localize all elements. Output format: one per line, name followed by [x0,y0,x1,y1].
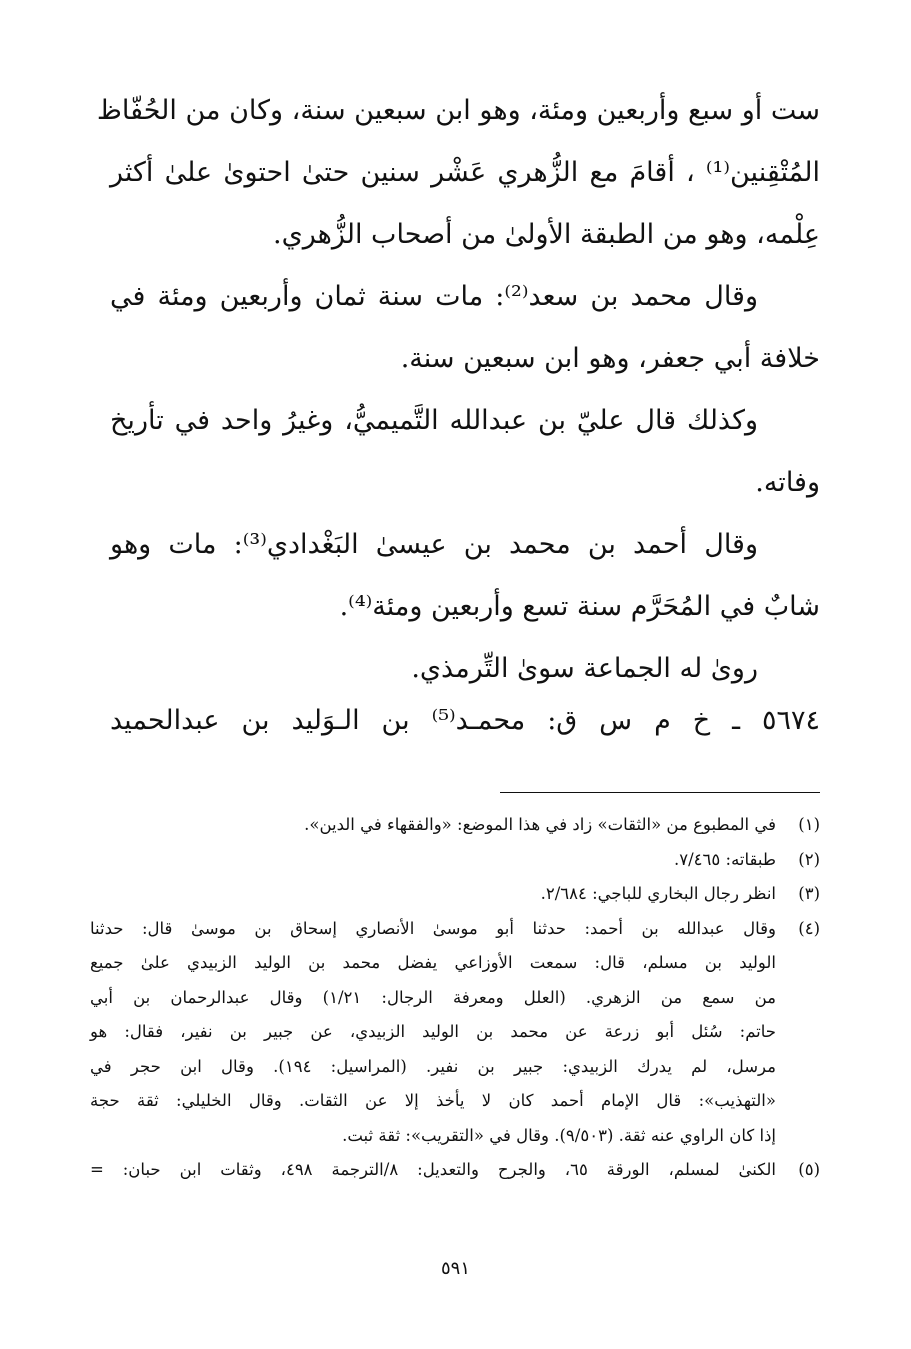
main-text-line: خلافة أبي جعفر، وهو ابن سبعين سنة. [400,343,820,374]
footnote-line: «التهذيب»: قال الإمام أحمد كان لا يأخذ إلا عن الثقات. وقال الخليلي: ثقة حجة [90,1091,776,1110]
main-text-line: عِلْمه، وهو من الطبقة الأولىٰ من أصحاب الزُّهري. [273,219,820,250]
footnote-number: (٢) [798,849,820,869]
footnote-text [90,843,776,878]
footnote-number: (١) [798,815,820,834]
footnote-text [90,877,776,912]
main-text-line: وقال أحمد بن محمد بن عيسىٰ البَغْدادي⁽³⁾: مات وهو [110,529,758,560]
main-text-line: وقال محمد بن سعد⁽²⁾: مات سنة ثمان وأربعين ومئة في [110,281,759,312]
footnote-line: حاتم: سُئل أبو زرعة عن محمد بن الوليد الزبيدي، عن جبير بن نفير، فقال: هو [90,1022,776,1041]
main-text-line: شابٌ في المُحَرَّم سنة تسع وأربعين ومئة⁽⁴⁾. [339,591,820,622]
footnote [90,808,820,843]
footnotes [90,808,820,1188]
footnote-line: إذا كان الراوي عنه ثقة. (٩/٥٠٣). وقال في «التقريب»: ثقة ثبت. [342,1125,776,1145]
footnote [90,1153,820,1188]
footnote-line: انظر رجال البخاري للباجي: ٢/٦٨٤. [540,884,776,903]
footnote [90,877,820,912]
footnote-line: مرسل، لم يدرك الزبيدي: جبير بن نفير. (المراسيل: ١٩٤). وقال ابن حجر في [90,1056,776,1076]
main-text-line: المُتْقِنين⁽¹⁾ ، أقامَ مع الزُّهري عَشْر سنين حتىٰ احتوىٰ علىٰ أكثر [110,157,820,188]
footnote-text [90,912,776,1154]
footnote-line: في المطبوع من «الثقات» زاد في هذا الموضع: «والفقهاء في الدين». [304,815,776,834]
main-text-line: وكذلك قال عليّ بن عبدالله التَّميميُّ، وغيرُ واحد في تأريخ [110,405,758,436]
main-text [96,80,820,700]
footnote-line: الوليد بن مسلم، قال: سمعت الأوزاعي يفضل محمد بن الوليد الزبيدي علىٰ جميع [90,953,776,972]
main-text-line: ست أو سبع وأربعين ومئة، وهو ابن سبعين سنة، وكان من الحُفّاظ [96,95,820,126]
footnote-line: وقال عبدالله بن أحمد: حدثنا أبو موسىٰ الأنصاري إسحاق بن موسىٰ قال: حدثنا [90,918,776,938]
footnote-text [90,808,776,843]
page-number: ٥٩١ [440,1258,470,1279]
footnote-number: (٤) [798,918,820,938]
main-text-line: وفاته. [755,467,820,498]
entry-heading: ٥٦٧٤ ـ خ م س ق: محمـد⁽⁵⁾ بن الـوَليد بن عبدالحميد [110,705,820,736]
footnote-line: طبقاته: ٧/٤٦٥. [674,849,776,869]
footnote-number: (٥) [798,1160,820,1179]
footnote [90,912,820,1154]
footnote-number: (٣) [798,884,820,903]
footnote-line: من سمع من الزهري. (العلل ومعرفة الرجال: ١/٢١) وقال عبدالرحمان بن أبي [90,987,776,1007]
footnote-line: الكنىٰ لمسلم، الورقة ٦٥، والجرح والتعديل: ٨/الترجمة ٤٩٨، وثقات ابن حبان: = [90,1160,776,1179]
footnote [90,843,820,878]
footnote-separator [500,792,820,793]
footnote-text [90,1153,776,1188]
main-text-line: روىٰ له الجماعة سوىٰ التِّرمذي. [411,653,758,684]
